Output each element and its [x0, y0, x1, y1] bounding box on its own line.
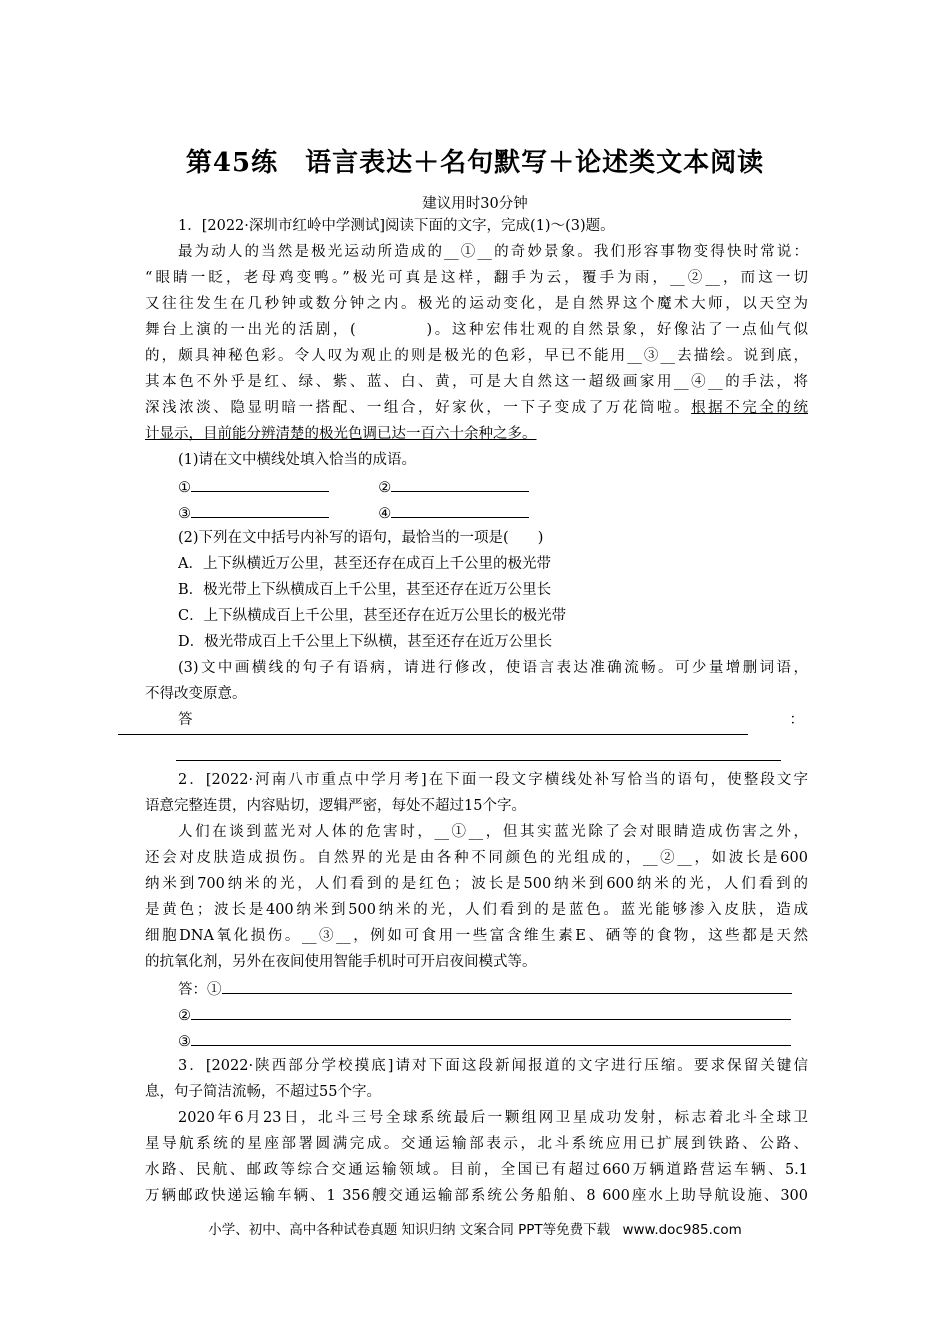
q1-passage-line: 的，颇具神秘色彩。令人叹为观止的则是极光的色彩，早已不能用__③__去描绘。说到底，: [145, 348, 808, 364]
q1-option-c[interactable]: C．上下纵横成百上千公里，甚至还存在近万公里长的极光带: [178, 608, 567, 624]
q2-answer-3: [178, 1030, 808, 1052]
q1-answer-row: [178, 710, 808, 730]
answer-label: 答：①: [178, 982, 222, 998]
footer-url[interactable]: www.doc985.com: [622, 1222, 742, 1238]
answer-blank-4[interactable]: [391, 502, 529, 518]
q1-option-b[interactable]: B．极光带上下纵横成百上千公里，甚至还存在近万公里长: [178, 582, 552, 598]
q1-header: 1．[2022·深圳市红岭中学测试]阅读下面的文字，完成(1)～(3)题。: [178, 218, 615, 234]
q2-passage-line: 细胞DNA氧化损伤。__③__，例如可食用一些富含维生素E、硒等的食物，这些都是天然: [145, 928, 808, 944]
q1-passage-line: 又往往发生在几秒钟或数分钟之内。极光的运动变化，是自然界这个魔术大师，以天空为: [145, 296, 808, 312]
blank-label: ④: [378, 506, 392, 522]
q3-passage-line: 万辆邮政快递运输车辆、1 356艘交通运输部系统公务船舶、8 600座水上助导航设施、300: [145, 1188, 808, 1204]
q3-passage-line: 星导航系统的星座部署圆满完成。交通运输部表示，北斗系统应用已扩展到铁路、公路、: [145, 1136, 808, 1152]
q2-header-cont: 语意完整连贯，内容贴切，逻辑严密，每处不超过15个字。: [145, 798, 526, 814]
q1-sub2: (2)下列在文中括号内补写的语句，最恰当的一项是( ): [178, 530, 544, 546]
q2-answer-1: [178, 978, 808, 1000]
q2-passage-line: 人们在谈到蓝光对人体的危害时，__①__，但其实蓝光除了会对眼睛造成伤害之外，: [178, 824, 808, 840]
blank-label: ①: [178, 480, 191, 496]
q1-passage-line: “眼睛一眨，老母鸡变鸭。”极光可真是这样，翻手为云，覆手为雨，__②__，而这一切: [145, 270, 808, 286]
underlined-sentence: 根据不完全的统: [691, 400, 808, 416]
q1-passage-line: [145, 398, 808, 418]
q1-sub3: (3)文中画横线的句子有语病，请进行修改，使语言表达准确流畅。可少量增删词语，: [178, 660, 808, 676]
q1-option-a[interactable]: A．上下纵横近万公里，甚至还存在成百上千公里的极光带: [178, 556, 551, 572]
q1-blank-row: [178, 502, 808, 524]
answer-blank-1[interactable]: [191, 476, 329, 492]
q2-passage-line: 纳米到700纳米的光，人们看到的是红色；波长是500纳米到600纳米的光，人们看到的: [145, 876, 808, 892]
q2-passage-line: 的抗氧化剂，另外在夜间使用智能手机时可开启夜间模式等。: [145, 954, 537, 970]
q2-header: 2．[2022·河南八市重点中学月考]在下面一段文字横线处补写恰当的语句，使整段文字: [178, 772, 808, 788]
q2-answer-line-2[interactable]: [191, 1004, 791, 1020]
q1-blank-row: [178, 476, 808, 498]
page-title: 第45练 语言表达＋名句默写＋论述类文本阅读: [185, 148, 765, 178]
q1-sub3-cont: 不得改变原意。: [145, 686, 247, 702]
q1-passage-line: 舞台上演的一出光的活剧，( )。这种宏伟壮观的自然景象，好像沾了一点仙气似: [145, 322, 808, 338]
q2-answer-line-3[interactable]: [191, 1030, 791, 1046]
answer-label: ②: [178, 1008, 191, 1024]
q1-passage-text: 深浅浓淡、隐显明暗一搭配、一组合，好家伙，一下子变成了万花筒啦。: [145, 400, 692, 416]
answer-line-1[interactable]: [118, 734, 748, 735]
time-suggestion: 建议用时30分钟: [422, 196, 528, 212]
footer: [0, 1218, 950, 1238]
q1-passage-line: 其本色不外乎是红、绿、紫、蓝、白、黄，可是大自然这一超级画家用__④__的手法，将: [145, 374, 808, 390]
q1-passage-line: 最为动人的当然是极光运动所造成的__①__的奇妙景象。我们形容事物变得快时常说：: [178, 244, 808, 260]
q2-answer-line-1[interactable]: [222, 978, 792, 994]
answer-colon: ：: [789, 712, 804, 728]
q1-option-d[interactable]: D．极光带成百上千公里上下纵横，甚至还存在近万公里长: [178, 634, 553, 650]
footer-text: 小学、初中、高中各种试卷真题 知识归纳 文案合同 PPT等免费下载: [208, 1222, 611, 1238]
blank-label: ③: [178, 506, 191, 522]
underlined-sentence: 计显示，目前能分辨清楚的极光色调已达一百六十余种之多。: [145, 426, 537, 442]
answer-blank-2[interactable]: [391, 476, 529, 492]
answer-label: 答: [178, 712, 193, 728]
answer-label: ③: [178, 1034, 191, 1050]
blank-label: ②: [378, 480, 392, 496]
answer-line-2[interactable]: [176, 760, 781, 761]
q1-sub1: (1)请在文中横线处填入恰当的成语。: [178, 452, 417, 468]
answer-blank-3[interactable]: [191, 502, 329, 518]
q3-passage-line: 2020年6月23日，北斗三号全球系统最后一颗组网卫星成功发射，标志着北斗全球卫: [178, 1110, 808, 1126]
q1-passage-line: [145, 424, 808, 444]
q3-passage-line: 水路、民航、邮政等综合交通运输领域。目前，全国已有超过660万辆道路营运车辆、5.1: [145, 1162, 808, 1178]
q2-passage-line: 还会对皮肤造成损伤。自然界的光是由各种不同颜色的光组成的，__②__，如波长是600: [145, 850, 808, 866]
q2-passage-line: 是黄色；波长是400纳米到500纳米的光，人们看到的是蓝色。蓝光能够渗入皮肤，造成: [145, 902, 808, 918]
q3-header: 3．[2022·陕西部分学校摸底]请对下面这段新闻报道的文字进行压缩。要求保留关键信: [178, 1058, 808, 1074]
q2-answer-2: [178, 1004, 808, 1026]
q3-header-cont: 息，句子简洁流畅，不超过55个字。: [145, 1084, 381, 1100]
